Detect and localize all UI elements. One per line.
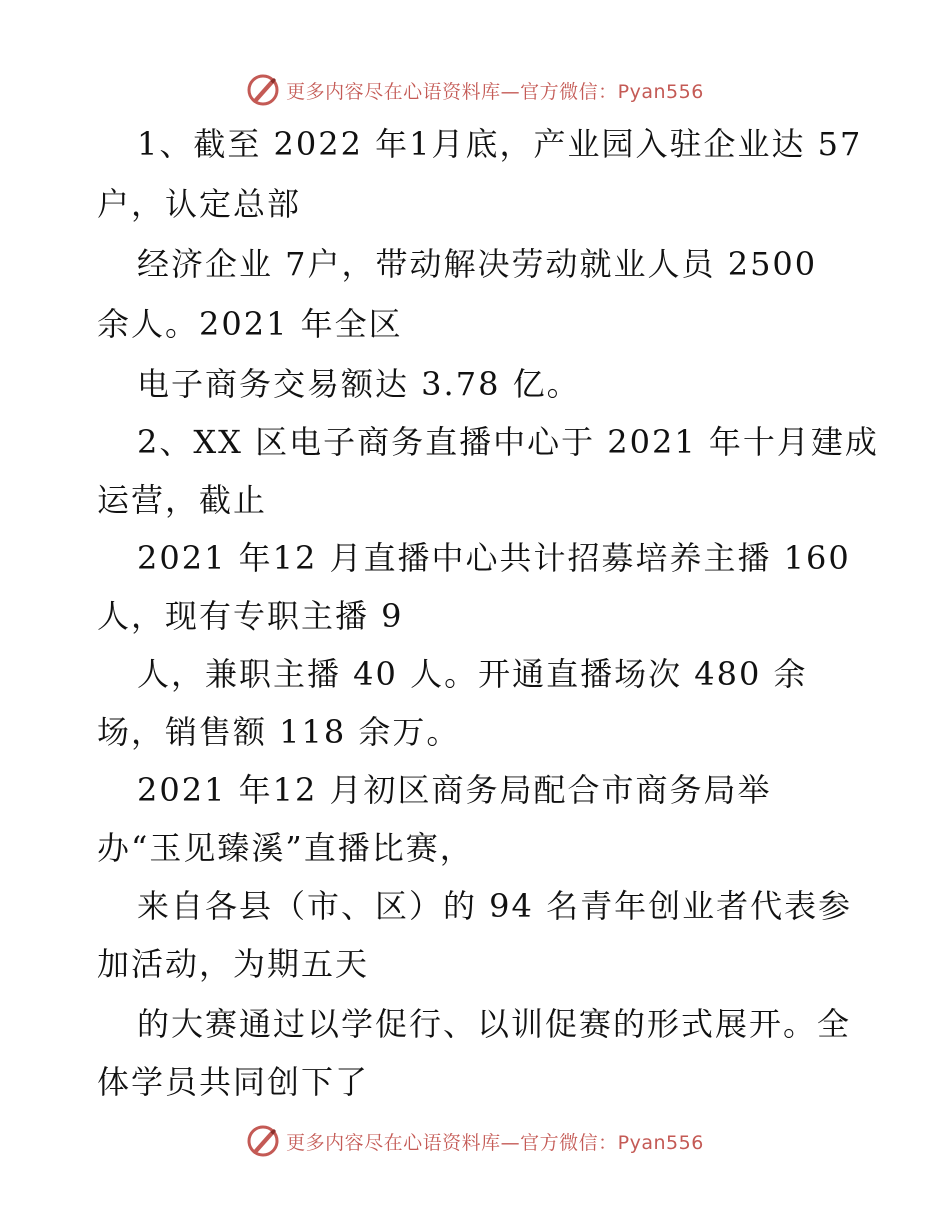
body-line: 来自各县（市、区）的 94 名青年创业者代表参 [137,887,853,925]
body-line: 加活动，为期五天 [97,945,370,983]
body-line: 体学员共同创下了 [97,1063,370,1101]
body-line: 户，认定总部 [97,185,302,223]
pen-seal-icon [246,73,280,107]
body-line: 2021 年12 月初区商务局配合市商务局举 [137,771,772,809]
body-line: 1、截至 2022 年1月底，产业园入驻企业达 57 [137,125,863,163]
watermark-footer [0,1121,950,1161]
body-line: 2021 年12 月直播中心共计招募培养主播 160 [137,539,851,577]
watermark-text: 更多内容尽在心语资料库—官方微信：Pyan556 [286,80,704,103]
pen-seal-icon [246,1124,280,1158]
body-line: 场，销售额 118 余万。 [97,713,461,751]
body-line: 电子商务交易额达 3.78 亿。 [137,365,581,403]
body-line: 的大赛通过以学促行、以训促赛的形式展开。全 [137,1005,852,1043]
watermark-header [0,70,950,110]
body-line: 人，兼职主播 40 人。开通直播场次 480 余 [137,655,808,693]
body-line: 余人。2021 年全区 [97,305,403,343]
body-line: 运营，截止 [97,481,268,519]
body-line: 2、XX 区电子商务直播中心于 2021 年十月建成 [137,423,879,461]
body-line: 人，现有专职主播 9 [97,597,404,635]
watermark-text: 更多内容尽在心语资料库—官方微信：Pyan556 [286,1131,704,1154]
body-line: 办“玉见臻溪”直播比赛， [97,829,474,867]
body-line: 经济企业 7户，带动解决劳动就业人员 2500 [137,245,818,283]
